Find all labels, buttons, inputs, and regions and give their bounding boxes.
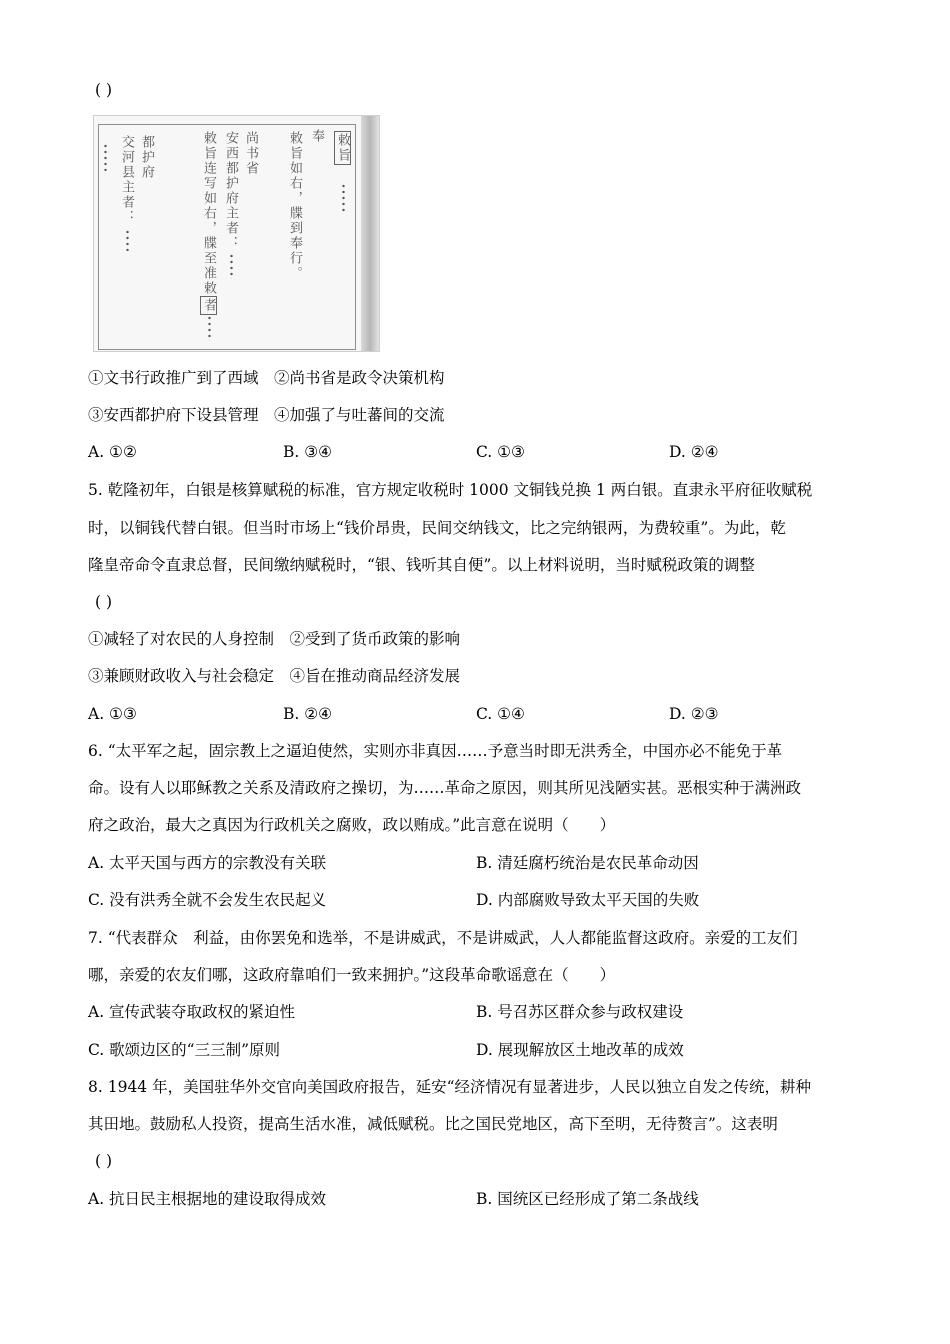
- q7-stem-line-1: 7. “代表群众 利益，由你罢免和选举，不是讲威武，不是讲威武，人人都能监督这政府。亲爱的工友们: [88, 929, 798, 947]
- document-frame: [98, 124, 356, 350]
- q8-option-b[interactable]: B. 国统区已经形成了第二条战线: [476, 1190, 699, 1208]
- doc-dots: [104, 143, 107, 171]
- q5-answer-paren: ( ): [95, 593, 113, 611]
- q6-stem-line-2: 命。设有人以耶稣教之关系及清政府之操切，为……革命之原因，则其所见浅陋实甚。恶根实种于满洲政: [88, 779, 802, 797]
- q7-option-c[interactable]: C. 歌颂边区的“三三制”原则: [88, 1041, 281, 1059]
- doc-dots: [126, 229, 129, 251]
- doc-dots: [342, 183, 345, 213]
- q6-option-a[interactable]: A. 太平天国与西方的宗教没有关联: [88, 854, 327, 872]
- q4-option-a[interactable]: A. ①②: [88, 443, 137, 461]
- q4-statement-1: ①文书行政推广到了西域 ②尚书省是政令决策机构: [88, 369, 445, 387]
- q4-answer-paren: ( ): [95, 81, 113, 99]
- document-image: [93, 115, 380, 352]
- q6-option-b[interactable]: B. 清廷腐朽统治是农民革命动因: [476, 854, 699, 872]
- doc-col-6: 敕旨连写如右，牒至准敕者: [201, 131, 216, 313]
- q8-stem-line-2: 其田地。鼓励私人投资，提高生活水准，减低赋税。比之国民党地区，高下至明，无待赘言”。这表明: [88, 1115, 778, 1133]
- doc-col-3: 敕旨如右，牒到奉行。: [287, 131, 302, 281]
- doc-col-2: 奉: [309, 129, 324, 144]
- q5-stem-line-1: 5. 乾隆初年，白银是核算赋税的标准，官方规定收税时 1000 文铜钱兑换 1 两白银。直隶永平府征收赋税: [88, 481, 813, 499]
- doc-dots: [208, 315, 211, 341]
- q6-option-c[interactable]: C. 没有洪秀全就不会发生农民起义: [88, 891, 327, 909]
- q5-stem-line-2: 时，以铜钱代替白银。但当时市场上“钱价昂贵，民间交纳钱文，比之完纳银两，为费较重”。为此，乾: [88, 519, 786, 537]
- doc-col-8: 交河县主者：: [119, 135, 134, 225]
- q4-option-b[interactable]: B. ③④: [283, 443, 333, 461]
- q8-answer-paren: ( ): [95, 1152, 113, 1170]
- doc-col-5: 安西都护府主者：: [223, 131, 238, 251]
- doc-dots: [230, 253, 233, 279]
- doc-col-7: 都护府: [139, 135, 154, 180]
- q5-statement-1: ①减轻了对农民的人身控制 ②受到了货币政策的影响: [88, 630, 461, 648]
- q4-statement-2: ③安西都护府下设县管理 ④加强了与吐蕃间的交流: [88, 406, 445, 424]
- q5-option-a[interactable]: A. ①③: [88, 705, 137, 723]
- doc-col-4: 尚书省: [243, 131, 258, 176]
- q5-option-b[interactable]: B. ②④: [283, 705, 333, 723]
- q7-stem-line-2: 哪，亲爱的农友们哪，这政府靠咱们一致来拥护。”这段革命歌谣意在（ ）: [88, 966, 616, 984]
- q5-option-d[interactable]: D. ②③: [669, 705, 719, 723]
- q8-stem-line-1: 8. 1944 年，美国驻华外交官向美国政府报告，延安“经济情况有显著进步，人民以独立自发之传统，耕种: [88, 1078, 812, 1096]
- q4-option-c[interactable]: C. ①③: [476, 443, 525, 461]
- q5-stem-line-3: 隆皇帝命令直隶总督，民间缴纳赋税时，“银、钱听其自便”。以上材料说明，当时赋税政策的调整: [88, 556, 755, 574]
- q8-option-a[interactable]: A. 抗日民主根据地的建设取得成效: [88, 1190, 327, 1208]
- q6-stem-line-3: 府之政治，最大之真因为行政机关之腐败，政以贿成。”此言意在说明（ ）: [88, 816, 616, 834]
- q7-option-b[interactable]: B. 号召苏区群众参与政权建设: [476, 1003, 684, 1021]
- q6-option-d[interactable]: D. 内部腐败导致太平天国的失败: [476, 891, 700, 909]
- doc-col-1: 敕旨: [335, 133, 350, 163]
- q4-option-d[interactable]: D. ②④: [669, 443, 719, 461]
- q5-option-c[interactable]: C. ①④: [476, 705, 525, 723]
- q5-statement-2: ③兼顾财政收入与社会稳定 ④旨在推动商品经济发展: [88, 667, 461, 685]
- book-spine: [361, 116, 379, 351]
- q6-stem-line-1: 6. “太平军之起，固宗教上之逼迫使然，实则亦非真因……予意当时即无洪秀全，中国亦必不能免于革: [88, 742, 783, 760]
- q7-option-d[interactable]: D. 展现解放区土地改革的成效: [476, 1041, 684, 1059]
- q7-option-a[interactable]: A. 宣传武装夺取政权的紧迫性: [88, 1003, 296, 1021]
